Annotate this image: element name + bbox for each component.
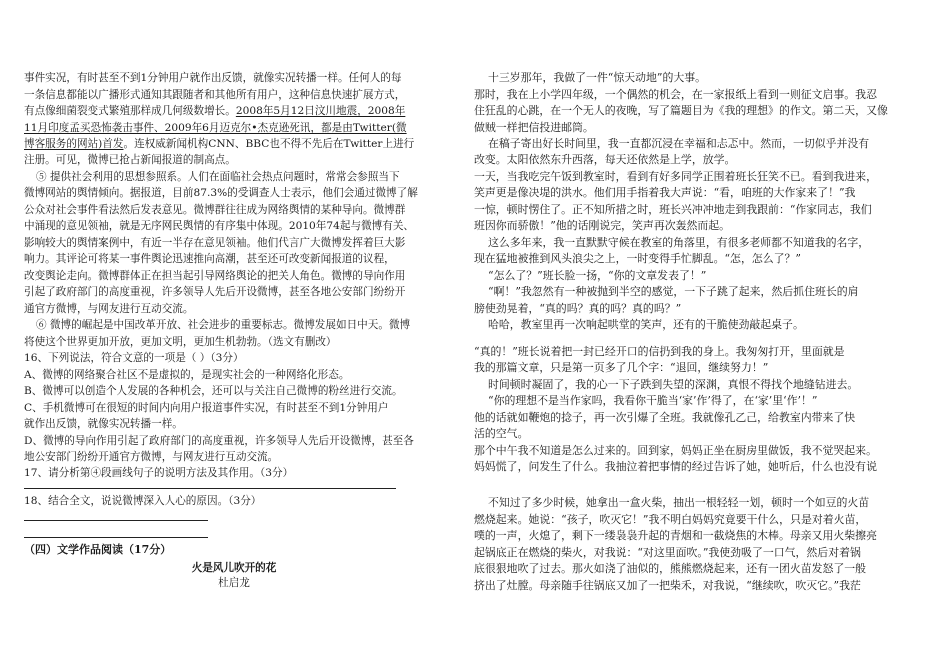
question-16-option-c: C、手机微博可在很短的时间内向用户报道事件实况，有时甚至不到1分钟用户 <box>24 402 389 414</box>
story-line: 底很狠地吹了过去。那火如浇了油似的，熊熊燃烧起来，还有一团火苗发怒了一般 <box>474 562 867 575</box>
answer-line <box>24 537 208 538</box>
underlined-sentence: 11月印度孟买恐怖袭击事件、2009年6月迈克尔•杰克逊死讯，都是由Twitter(微 <box>24 122 407 134</box>
question-16-option-b: B、微博可以创造个人发展的各种机会，还可以与关注自己微博的粉丝进行交流。 <box>24 385 403 397</box>
story-line: “怎么了？”班长脸一扬，“你的文章发表了！” <box>488 269 707 282</box>
body-text-line: 引起了政府部门的高度重视，许多领导人先后开设微博，甚至各地公安部门纷纷开 <box>24 286 406 298</box>
body-text-line: 影响较大的舆情案例中，有近一半存在意见领袖。他们代言广大微博发挥着巨大影 <box>24 237 406 249</box>
body-text-line: 微博网站的舆情倾向。据报道，目前87.3%的受调查人士表示，他们会通过微博了解 <box>24 187 418 199</box>
story-line: 在稿子寄出好长时间里，我一直都沉浸在幸福和忐忑中。然而，一切似乎并没有 <box>488 137 870 150</box>
question-17: 17、请分析第④段画线句子的说明方法及其作用。（3分） <box>24 467 294 479</box>
story-line: 噗的一声，火熄了，剩下一缕袅袅升起的青烟和一截烧焦的木棒。母亲又用火柴擦亮 <box>474 529 877 542</box>
story-line: 笑声更是像决堤的洪水。他们用手指着我大声说：“看，咱班的大作家来了！”我 <box>474 186 856 199</box>
paragraph-6-start: ⑥ 微博的崛起是中国改革开放、社会进步的重要标志。微博发展如日中天。微博 <box>36 319 411 331</box>
story-line: 一天，当我吃完午饭到教室时，看到有好多同学正围着班长狂笑不已。看到我进来， <box>474 170 877 183</box>
body-text-line: 通官方微博，与网友进行互动交流。 <box>24 303 194 315</box>
story-line: 我的那篇文章，只是第一页多了几个字：“退回，继续努力！” <box>474 361 769 374</box>
text-segment: 有点像细菌裂变式繁殖那样成几何级数增长。 <box>24 105 236 117</box>
story-line: 班因你而骄傲！”他的话刚说完，笑声再次轰然而起。 <box>474 219 731 232</box>
story-author: 杜启龙 <box>218 577 250 589</box>
paragraph-5-start: ⑤ 提供社会利用的思想参照系。人们在面临社会热点问题时，常常会参照当下 <box>36 171 400 183</box>
story-line: 膀使劲晃着，“真的吗？真的吗？真的吗？” <box>474 302 682 315</box>
story-line: 一惊，顿时愣住了。正不知所措之时，班长兴冲冲地走到我跟前：“作家同志，我们 <box>474 203 872 216</box>
story-line: 燃烧起来。她说：“孩子，吹灭它！”我不明白妈妈究竟要干什么，只是对着火苗， <box>474 513 867 526</box>
story-line: “你的理想不是当作家吗，我看你干脆当‘家’作’得了，在‘家’里‘作’！” <box>488 394 818 407</box>
story-line: 挤出了灶膛。母亲随手往锅底又加了一把柴禾，对我说，“继续吹，吹灭它。”我茫 <box>474 579 861 592</box>
text-segment: 。连权威新闻机构CNN、BBC也不得不先后在Twitter上进行 <box>123 138 415 150</box>
body-text-line <box>24 137 414 151</box>
story-line: 不知过了多少时候，她拿出一盒火柴，抽出一根轻轻一划，顿时一个如豆的火苗 <box>488 496 870 509</box>
answer-line <box>24 488 396 489</box>
underlined-sentence: 博客服务的网站)首发 <box>24 138 124 150</box>
question-18: 18、结合全文，说说微博深入人心的原因。（3分） <box>24 495 262 507</box>
body-text-line: 改变舆论走向。微博群体正在担当起引导网络舆论的把关人角色。微博的导向作用 <box>24 270 406 282</box>
body-text-line: 公众对社会事件看法然后发表意见。微博群往往成为网络舆情的某种导向。微博群 <box>24 204 406 216</box>
section-title: （四）文学作品阅读（17分） <box>24 543 172 556</box>
story-line: 改变。太阳依然东升西落，每天还依然是上学，放学。 <box>474 153 736 166</box>
answer-line <box>24 520 208 521</box>
story-line: 时间顿时凝固了，我的心一下子跌到失望的深渊，真恨不得找个地缝钻进去。 <box>488 378 859 391</box>
question-16-option-d: D、微博的导向作用引起了政府部门的高度重视，许多领导人先后开设微博，甚至各 <box>24 435 414 447</box>
story-line: 现在猛地被推到风头浪尖之上，一时变得手忙脚乱。“怎，怎么了？” <box>474 252 801 265</box>
story-line: 哈哈，教室里再一次响起哄堂的笑声，还有的干脆使劲敲起桌子。 <box>488 318 804 331</box>
story-line: 做贼一样把信投进邮筒。 <box>474 121 594 134</box>
question-16-option-a: A、微博的网络聚合社区不是虚拟的，是现实社会的一种网络化形态。 <box>24 369 350 381</box>
story-line: 活的空气。 <box>474 427 529 440</box>
question-16-stem: 16、下列说法，符合文意的一项是（ ）（3分） <box>24 352 244 364</box>
body-text-line: 事件实况，有时甚至不到1分钟用户就作出反馈，就像实况转播一样。任何人的每 <box>24 72 402 84</box>
body-text-line: 响力。其评论可将某一事件舆论迅速推向高潮，甚至还可改变新闻报道的议程， <box>24 253 395 265</box>
underlined-sentence: 2008年5月12日汶川地震，2008年 <box>235 105 406 117</box>
story-line: 那时，我在上小学四年级，一个偶然的机会，在一家报纸上看到一则征文启事。我忍 <box>474 88 877 101</box>
body-text-line <box>24 104 405 118</box>
story-line: “啊！”我忽然有一种被抛到半空的感觉，一下子跳了起来，然后抓住班长的肩 <box>488 285 859 298</box>
story-line: 妈妈慌了，问发生了什么。我抽泣着把事情的经过告诉了她，她听后，什么也没有说 <box>474 460 877 473</box>
story-line: 十三岁那年，我做了一件“惊天动地”的大事。 <box>488 71 707 84</box>
story-title: 火是风儿吹开的花 <box>191 562 277 574</box>
story-line: “真的！”班长说着把一封已经开口的信扔到我的身上。我匆匆打开，里面就是 <box>474 345 845 358</box>
question-16-option-d-cont: 地公安部门纷纷开通官方微博，与网友进行互动交流。 <box>24 451 279 463</box>
body-text-line: 将使这个世界更加开放，更加文明，更加生机勃勃。（选文有删改） <box>24 336 337 348</box>
body-text-line: 一条信息都能以广播形式通知其跟随者和其他所有用户，这种信息快速扩展方式， <box>24 89 406 101</box>
story-line: 起锅底正在燃烧的柴火，对我说：“对这里面吹。”我使劲吸了一口气，然后对着锅 <box>474 546 861 559</box>
body-text-line: 注册。可见，微博已抢占新闻报道的制高点。 <box>24 154 236 166</box>
story-line: 那个中午我不知道是怎么过来的。回到家，妈妈正坐在厨房里做饭，我不觉哭起来。 <box>474 444 877 457</box>
story-line: 住狂乱的心跳，在一个无人的夜晚，写了篇题目为《我的理想》的作文。第二天，又像 <box>474 104 888 117</box>
question-16-option-c-cont: 就作出反馈，就像实况转播一样。 <box>24 418 183 430</box>
story-line: 他的话就如鞭炮的捻子，再一次引爆了全班。我就像孔乙己，给教室内带来了快 <box>474 411 856 424</box>
story-line: 这么多年来，我一直默默守候在教室的角落里，有很多老师都不知道我的名字， <box>488 236 870 249</box>
body-text-line: 中涌现的意见领袖，就是无序网民舆情的有序集中体现。2010年74起与微博有关、 <box>24 220 415 232</box>
